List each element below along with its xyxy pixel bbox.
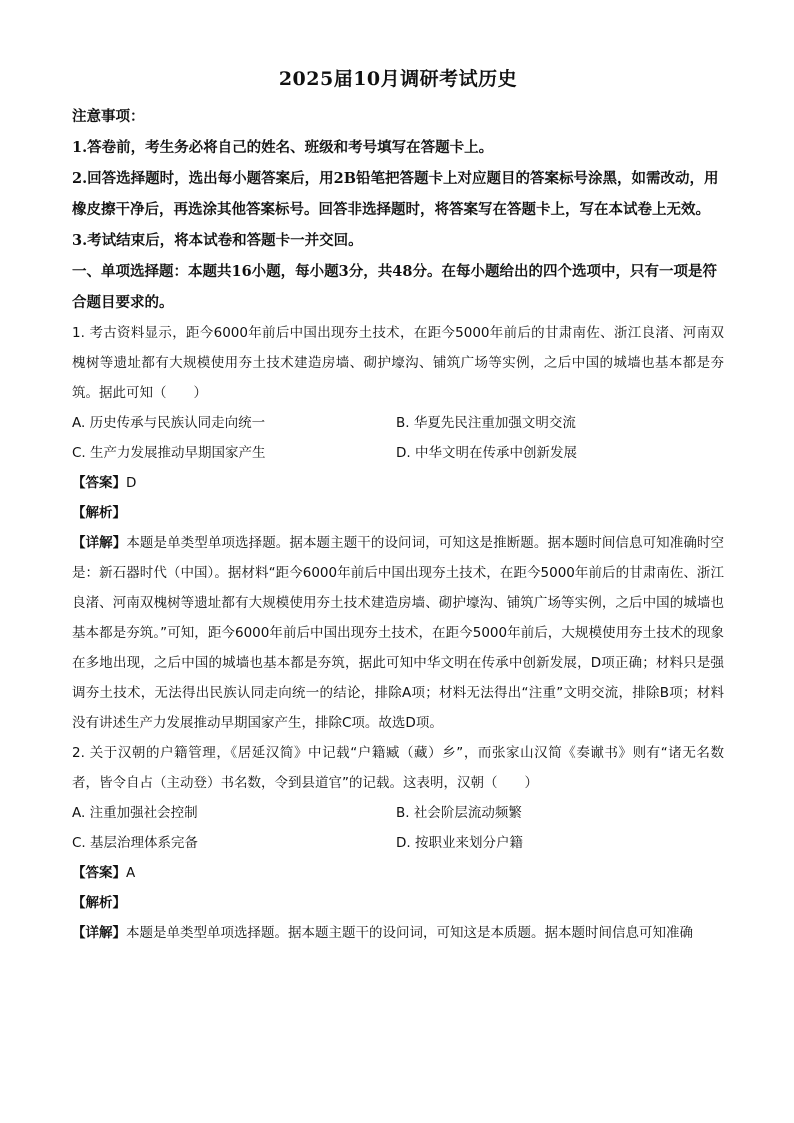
answer-value: D — [126, 475, 137, 491]
exam-page — [72, 64, 724, 948]
answer-tag: 【答案】 — [72, 865, 126, 881]
question-1-analysis-label — [72, 498, 724, 528]
question-1-detail — [72, 528, 724, 738]
question-1-option-b: B. 华夏先民注重加强文明交流 — [396, 415, 576, 431]
analysis-tag: 【解析】 — [72, 505, 126, 521]
question-1-option-d: D. 中华文明在传承中创新发展 — [396, 445, 577, 461]
question-2-analysis-label — [72, 888, 724, 918]
detail-tag: 【详解】 — [72, 925, 126, 941]
question-2-options — [72, 798, 724, 858]
question-2-option-d: D. 按职业来划分户籍 — [396, 835, 523, 851]
question-2-option-c: C. 基层治理体系完备 — [72, 835, 199, 851]
question-1-option-c: C. 生产力发展推动早期国家产生 — [72, 445, 266, 461]
notice-item-3: 3.考试结束后，将本试卷和答题卡一并交回。 — [72, 232, 363, 249]
detail-text: 本题是单类型单项选择题。据本题主题干的设问词，可知这是本质题。据本题时间信息可知准确 — [126, 925, 693, 941]
detail-tag: 【详解】 — [72, 535, 127, 551]
notice-heading: 注意事项： — [72, 108, 145, 125]
question-1-option-a: A. 历史传承与民族认同走向统一 — [72, 415, 266, 431]
page-title: 2025届10月调研考试历史 — [278, 68, 518, 90]
question-1-options — [72, 408, 724, 468]
answer-tag: 【答案】 — [72, 475, 126, 491]
notice-item-2: 2.回答选择题时，选出每小题答案后，用2B铅笔把答题卡上对应题目的答案标号涂黑，如需改动，用橡皮擦干净后，再选涂其他答案标号。回答非选择题时，将答案写在答题卡上，写在本试卷上无效。 — [72, 170, 719, 218]
question-2-option-b: B. 社会阶层流动频繁 — [396, 805, 522, 821]
question-1-stem: 1. 考古资料显示，距今6000年前后中国出现夯土技术，在距今5000年前后的甘肃南佐、浙江良渚、河南双槐树等遗址都有大规模使用夯土技术建造房墙、砌护壕沟、铺筑广场等实例，之后中国的城墙也基本都是夯筑。据此可知（ ） — [72, 325, 724, 401]
notice-item-1: 1.答卷前，考生务必将自己的姓名、班级和考号填写在答题卡上。 — [72, 139, 494, 156]
question-1-answer — [72, 468, 724, 498]
question-2-stem: 2. 关于汉朝的户籍管理，《居延汉简》中记载“户籍臧（藏）乡”，而张家山汉简《奏谳书》则有“诸无名数者，皆令自占（主动登）书名数，令到县道官”的记载。这表明，汉朝（ ） — [72, 745, 724, 791]
question-2-option-a: A. 注重加强社会控制 — [72, 805, 198, 821]
analysis-tag: 【解析】 — [72, 895, 126, 911]
detail-text: 本题是单类型单项选择题。据本题主题干的设问词，可知这是推断题。据本题时间信息可知准确时空是：新石器时代（中国）。据材料“距今6000年前后中国出现夯土技术，在距今5000年前后的甘肃南佐、浙江良渚、河南双槐树等遗址都有大规模使用夯土技术建造房墙、砌护壕沟、铺筑广场等实例，之后中国的城墙也基本都是夯筑。”可知，距今6000年前后中国出现夯土技术，在距今5000年前后，大规模使用夯土技术的现象在多地出现，之后中国的城墙也基本都是夯筑，据此可知中华文明在传承中创新发展，D项正确；材料只是强调夯土技术，无法得出民族认同走向统一的结论，排除A项；材料无法得出“注重”文明交流，排除B项；材料没有讲述生产力发展推动早期国家产生，排除C项。故选D项。 — [72, 535, 725, 731]
question-2-detail — [72, 918, 724, 948]
section-1-heading: 一、单项选择题：本题共16小题，每小题3分，共48分。在每小题给出的四个选项中，只有一项是符合题目要求的。 — [72, 263, 717, 311]
question-2-answer — [72, 858, 724, 888]
answer-value: A — [126, 865, 136, 881]
